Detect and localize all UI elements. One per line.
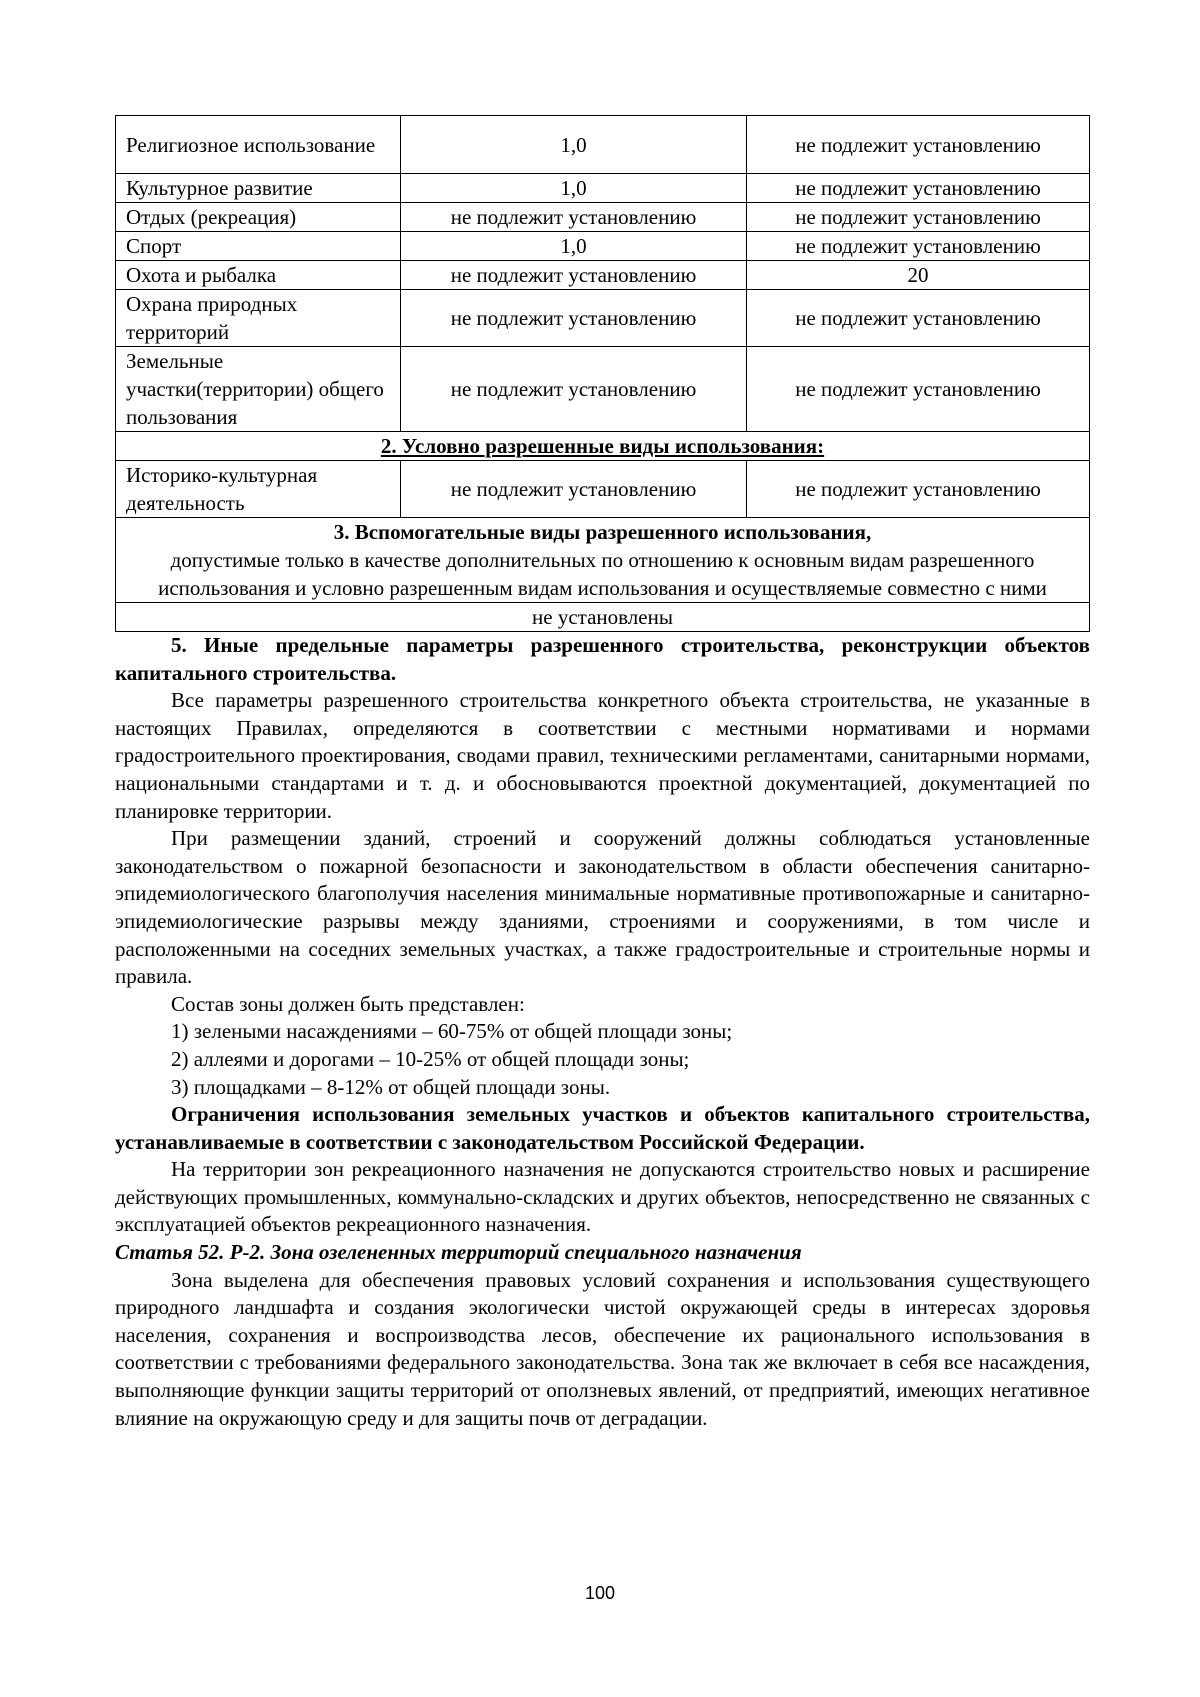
section-2-heading: 2. Условно разрешенные виды использования: [116, 432, 1090, 461]
table-row [116, 174, 1090, 203]
value-cell: не подлежит установлению [747, 347, 1090, 432]
restrictions-heading: Ограничения использования земельных участков и объектов капитального строительства, устанавливаемые в соответствии с законодательством Российской Федерации. [115, 1102, 1090, 1154]
table-row [116, 261, 1090, 290]
list-item: 3) площадками – 8-12% от общей площади зоны. [171, 1074, 611, 1099]
paragraph: Все параметры разрешенного строительства конкретного объекта строительства, не указанные в настоящих Правилах, определяются в соответствии с местными нормативами и нормами градостроительного проектирования, сводами правил, техническими регламентами, санитарными нормами, национальными стандартами и т. д. и обосновываются проектной документацией, документацией по планировке территории. [115, 688, 1090, 823]
table-section-row [116, 518, 1090, 603]
use-type-cell: Религиозное использование [116, 116, 401, 174]
paragraph: При размещении зданий, строений и сооружений должны соблюдаться установленные законодательством о пожарной безопасности и законодательством в области обеспечения санитарно-эпидемиологического благополучия населения минимальные нормативные противопожарные и санитарно-эпидемиологические разрывы между зданиями, строениями и сооружениями, в том числе и расположенными на соседних земельных участках, а также градостроительные и строительные нормы и правила. [115, 826, 1090, 989]
use-type-cell: Охрана природных территорий [116, 290, 401, 347]
list-item: 1) зелеными насаждениями – 60-75% от общей площади зоны; [171, 1019, 733, 1044]
table-row [116, 203, 1090, 232]
table-row [116, 232, 1090, 261]
paragraph: На территории зон рекреационного назначения не допускаются строительство новых и расширение действующих промышленных, коммунально-складских и других объектов, непосредственно не связанных с эксплуатацией объектов рекреационного назначения. [115, 1157, 1090, 1237]
value-cell: не подлежит установлению [401, 461, 747, 518]
value-cell: не подлежит установлению [747, 290, 1090, 347]
section-3-text: допустимые только в качестве дополнительных по отношению к основным видам разрешенного использования и условно разрешенным видам использования и осуществляемые совместно с ними [158, 548, 1047, 600]
value-cell: не подлежит установлению [747, 461, 1090, 518]
value-cell: 1,0 [401, 174, 747, 203]
value-cell: не подлежит установлению [747, 232, 1090, 261]
use-type-cell: Спорт [116, 232, 401, 261]
page-number: 100 [584, 1583, 616, 1603]
value-cell: 1,0 [401, 232, 747, 261]
table-row [116, 290, 1090, 347]
parameters-table [115, 115, 1090, 632]
section-3-cell [116, 518, 1090, 603]
use-type-cell: Историко-культурная деятельность [116, 461, 401, 518]
list-item: 2) аллеями и дорогами – 10-25% от общей площади зоны; [171, 1046, 690, 1071]
paragraph: Состав зоны должен быть представлен: [171, 991, 525, 1016]
table-row [116, 461, 1090, 518]
value-cell: не подлежит установлению [401, 290, 747, 347]
paragraph: Зона выделена для обеспечения правовых условий сохранения и использования существующего природного ландшафта и создания экологически чистой окружающей среды в интересах здоровья населения, сохранения и воспроизводства лесов, обеспечение их рационального использования в соответствии с требованиями федерального законодательства. Зона так же включает в себя все насаждения, выполняющие функции защиты территорий от оползневых явлений, от предприятий, имеющих негативное влияние на окружающую среду и для защиты почв от деградации. [115, 1267, 1090, 1430]
use-type-cell: Охота и рыбалка [116, 261, 401, 290]
body-text [115, 632, 1090, 1432]
value-cell: не подлежит установлению [401, 347, 747, 432]
value-cell: не подлежит установлению [747, 116, 1090, 174]
value-cell: не подлежит установлению [747, 203, 1090, 232]
value-cell: не подлежит установлению [401, 261, 747, 290]
value-cell: 20 [747, 261, 1090, 290]
value-cell: не подлежит установлению [401, 203, 747, 232]
table-row [116, 347, 1090, 432]
article-title: Статья 52. Р-2. Зона озелененных территорий специального назначения [115, 1240, 802, 1265]
section-3-heading: 3. Вспомогательные виды разрешенного использования, [333, 520, 872, 544]
use-type-cell: Культурное развитие [116, 174, 401, 203]
value-cell: не подлежит установлению [747, 174, 1090, 203]
use-type-cell: Земельные участки(территории) общего пользования [116, 347, 401, 432]
use-type-cell: Отдых (рекреация) [116, 203, 401, 232]
document-page [115, 115, 1090, 1432]
section-3-value: не установлены [116, 603, 1090, 632]
table-row [116, 603, 1090, 632]
table-row [116, 116, 1090, 174]
table-section-row [116, 432, 1090, 461]
heading-5: 5. Иные предельные параметры разрешенного строительства, реконструкции объектов капитального строительства. [115, 633, 1090, 685]
value-cell: 1,0 [401, 116, 747, 174]
